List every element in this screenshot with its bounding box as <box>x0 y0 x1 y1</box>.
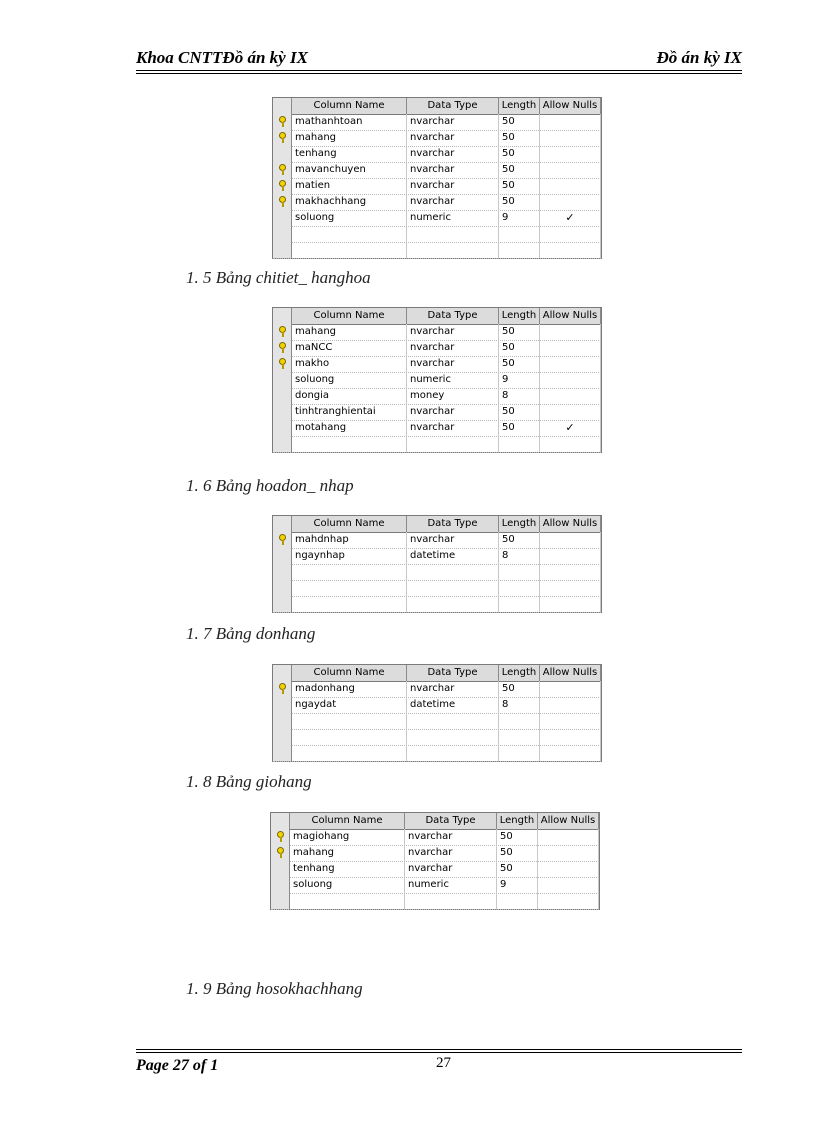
allow-nulls-cell <box>540 404 601 420</box>
row-selector <box>273 194 292 210</box>
table-header-row <box>273 308 601 325</box>
table-row <box>273 340 601 357</box>
empty-cell <box>540 580 601 596</box>
schema-table <box>270 812 600 910</box>
table-row <box>273 178 601 195</box>
table-row <box>271 845 599 862</box>
empty-cell <box>407 729 499 745</box>
row-selector <box>273 178 292 194</box>
row-selector <box>273 242 292 258</box>
section-heading: 1. 5 Bảng chitiet_ hanghoa <box>186 268 371 287</box>
length-cell: 50 <box>497 845 538 861</box>
row-selector <box>273 697 292 713</box>
empty-cell <box>499 436 540 452</box>
length-header: Length <box>499 516 540 532</box>
table-row <box>273 194 601 211</box>
empty-cell <box>499 713 540 729</box>
empty-cell <box>538 893 599 909</box>
section-heading: 1. 9 Bảng hosokhachhang <box>186 979 363 998</box>
header-left: Khoa CNTTĐồ án kỳ IX <box>136 48 308 67</box>
empty-cell <box>292 745 407 761</box>
table-row <box>273 324 601 341</box>
row-selector <box>273 436 292 452</box>
row-selector <box>273 404 292 420</box>
row-selector <box>271 893 290 909</box>
empty-cell <box>540 242 601 258</box>
empty-cell <box>407 580 499 596</box>
table-row <box>271 877 599 894</box>
column-name-header: Column Name <box>292 516 407 532</box>
length-cell: 9 <box>497 877 538 893</box>
allow-nulls-header: Allow Nulls <box>540 308 601 324</box>
empty-cell <box>540 436 601 452</box>
table-row <box>273 697 601 714</box>
empty-cell <box>407 226 499 242</box>
allow-nulls-header: Allow Nulls <box>538 813 599 829</box>
row-selector <box>273 745 292 761</box>
row-selector <box>273 681 292 697</box>
column-name-cell: matien <box>292 178 407 194</box>
table-row <box>271 829 599 846</box>
primary-key-icon <box>279 164 286 175</box>
empty-cell <box>407 713 499 729</box>
allow-nulls-cell <box>538 877 599 893</box>
empty-cell <box>407 564 499 580</box>
data-type-cell: nvarchar <box>405 845 497 861</box>
column-name-cell: makhachhang <box>292 194 407 210</box>
column-name-cell: soluong <box>292 210 407 226</box>
length-cell: 50 <box>499 130 540 146</box>
empty-cell <box>540 564 601 580</box>
data-type-cell: nvarchar <box>407 356 499 372</box>
allow-nulls-header: Allow Nulls <box>540 516 601 532</box>
column-name-header: Column Name <box>292 665 407 681</box>
column-name-cell: ngaydat <box>292 697 407 713</box>
allow-nulls-cell <box>540 178 601 194</box>
length-cell: 50 <box>499 194 540 210</box>
empty-row <box>273 745 601 762</box>
length-header: Length <box>499 665 540 681</box>
empty-cell <box>290 893 405 909</box>
data-type-header: Data Type <box>407 308 499 324</box>
empty-row <box>273 713 601 730</box>
empty-cell <box>499 242 540 258</box>
length-cell: 50 <box>499 532 540 548</box>
data-type-cell: datetime <box>407 548 499 564</box>
page-header <box>136 48 742 70</box>
length-header: Length <box>497 813 538 829</box>
schema-table <box>272 515 602 613</box>
empty-row <box>273 242 601 259</box>
length-cell: 50 <box>499 114 540 130</box>
row-selector <box>271 861 290 877</box>
empty-cell <box>540 226 601 242</box>
primary-key-icon <box>279 132 286 143</box>
empty-row <box>273 580 601 597</box>
data-type-cell: numeric <box>407 372 499 388</box>
row-selector <box>273 356 292 372</box>
page-footer <box>136 1057 742 1077</box>
row-selector <box>273 729 292 745</box>
table-row <box>273 681 601 698</box>
empty-cell <box>407 242 499 258</box>
length-cell: 50 <box>499 340 540 356</box>
primary-key-icon <box>279 180 286 191</box>
empty-row <box>273 226 601 243</box>
allow-nulls-header: Allow Nulls <box>540 665 601 681</box>
column-name-cell: mavanchuyen <box>292 162 407 178</box>
column-name-cell: tinhtranghientai <box>292 404 407 420</box>
section-heading: 1. 8 Bảng giohang <box>186 772 312 791</box>
length-header: Length <box>499 308 540 324</box>
empty-cell <box>499 745 540 761</box>
column-name-cell: maNCC <box>292 340 407 356</box>
length-cell: 50 <box>499 420 540 436</box>
row-selector <box>271 845 290 861</box>
data-type-cell: nvarchar <box>407 420 499 436</box>
column-name-cell: motahang <box>292 420 407 436</box>
data-type-cell: nvarchar <box>407 340 499 356</box>
allow-nulls-cell <box>540 194 601 210</box>
primary-key-icon <box>279 683 286 694</box>
header-rule-second <box>136 73 742 74</box>
column-name-cell: magiohang <box>290 829 405 845</box>
column-name-cell: mathanhtoan <box>292 114 407 130</box>
column-name-header: Column Name <box>292 98 407 114</box>
footer-page-label: Page 27 of 1 <box>136 1057 219 1074</box>
row-selector <box>273 713 292 729</box>
empty-cell <box>292 580 407 596</box>
empty-row <box>273 564 601 581</box>
primary-key-icon <box>277 847 284 858</box>
allow-nulls-cell <box>540 681 601 697</box>
row-selector <box>273 162 292 178</box>
empty-row <box>273 436 601 453</box>
column-name-cell: madonhang <box>292 681 407 697</box>
primary-key-icon <box>279 116 286 127</box>
column-name-cell: ngaynhap <box>292 548 407 564</box>
primary-key-icon <box>279 342 286 353</box>
empty-cell <box>292 564 407 580</box>
schema-table <box>272 664 602 762</box>
column-name-cell: mahang <box>292 324 407 340</box>
column-name-cell: mahdnhap <box>292 532 407 548</box>
primary-key-icon <box>277 831 284 842</box>
allow-nulls-cell <box>540 532 601 548</box>
allow-nulls-cell: ✓ <box>540 210 601 226</box>
column-name-cell: mahang <box>292 130 407 146</box>
data-type-cell: nvarchar <box>407 178 499 194</box>
length-cell: 9 <box>499 210 540 226</box>
data-type-cell: nvarchar <box>405 861 497 877</box>
column-name-cell: makho <box>292 356 407 372</box>
length-cell: 8 <box>499 548 540 564</box>
empty-cell <box>292 242 407 258</box>
table-row <box>273 114 601 131</box>
empty-row <box>273 729 601 746</box>
empty-cell <box>497 893 538 909</box>
empty-cell <box>407 436 499 452</box>
empty-cell <box>540 729 601 745</box>
empty-cell <box>540 713 601 729</box>
data-type-header: Data Type <box>407 98 499 114</box>
row-selector <box>273 372 292 388</box>
header-right: Đồ án kỳ IX <box>656 48 742 67</box>
allow-nulls-cell <box>538 845 599 861</box>
data-type-cell: nvarchar <box>407 114 499 130</box>
row-selector <box>273 420 292 436</box>
column-name-cell: soluong <box>290 877 405 893</box>
table-header-row <box>271 813 599 830</box>
empty-cell <box>405 893 497 909</box>
length-cell: 50 <box>499 324 540 340</box>
column-name-cell: tenhang <box>290 861 405 877</box>
column-name-header: Column Name <box>290 813 405 829</box>
row-selector <box>273 324 292 340</box>
allow-nulls-cell <box>540 340 601 356</box>
row-selector <box>273 580 292 596</box>
data-type-header: Data Type <box>405 813 497 829</box>
row-selector <box>273 596 292 612</box>
table-row <box>273 372 601 389</box>
empty-cell <box>292 226 407 242</box>
empty-cell <box>292 713 407 729</box>
length-cell: 50 <box>499 146 540 162</box>
data-type-header: Data Type <box>407 516 499 532</box>
row-selector <box>273 532 292 548</box>
footer-page-number: 27 <box>436 1055 451 1071</box>
table-row <box>273 420 601 437</box>
table-header-row <box>273 98 601 115</box>
row-selector <box>273 130 292 146</box>
data-type-header: Data Type <box>407 665 499 681</box>
row-selector <box>273 226 292 242</box>
allow-nulls-cell <box>538 829 599 845</box>
allow-nulls-cell <box>540 114 601 130</box>
row-selector <box>273 388 292 404</box>
row-selector-header <box>271 813 290 829</box>
table-row <box>273 130 601 147</box>
data-type-cell: nvarchar <box>405 829 497 845</box>
table-row <box>273 548 601 565</box>
section-heading: 1. 6 Bảng hoadon_ nhap <box>186 476 354 495</box>
empty-cell <box>292 596 407 612</box>
row-selector <box>273 564 292 580</box>
row-selector-header <box>273 665 292 681</box>
allow-nulls-cell <box>540 356 601 372</box>
length-cell: 8 <box>499 697 540 713</box>
length-cell: 50 <box>499 681 540 697</box>
data-type-cell: datetime <box>407 697 499 713</box>
primary-key-icon <box>279 358 286 369</box>
table-row <box>273 388 601 405</box>
row-selector <box>273 548 292 564</box>
column-name-cell: tenhang <box>292 146 407 162</box>
empty-cell <box>407 596 499 612</box>
row-selector-header <box>273 98 292 114</box>
empty-row <box>273 596 601 613</box>
row-selector <box>273 340 292 356</box>
data-type-cell: nvarchar <box>407 130 499 146</box>
table-row <box>273 162 601 179</box>
data-type-cell: nvarchar <box>407 532 499 548</box>
row-selector <box>271 829 290 845</box>
length-cell: 50 <box>499 178 540 194</box>
row-selector <box>273 114 292 130</box>
allow-nulls-cell <box>540 146 601 162</box>
data-type-cell: numeric <box>407 210 499 226</box>
primary-key-icon <box>279 534 286 545</box>
column-name-header: Column Name <box>292 308 407 324</box>
section-heading: 1. 7 Bảng donhang <box>186 624 316 643</box>
empty-cell <box>407 745 499 761</box>
empty-cell <box>540 596 601 612</box>
empty-cell <box>292 729 407 745</box>
empty-cell <box>499 580 540 596</box>
allow-nulls-cell <box>540 324 601 340</box>
row-selector <box>273 146 292 162</box>
footer-rule <box>136 1049 742 1050</box>
allow-nulls-cell <box>540 372 601 388</box>
length-header: Length <box>499 98 540 114</box>
empty-cell <box>292 436 407 452</box>
data-type-cell: numeric <box>405 877 497 893</box>
table-row <box>271 861 599 878</box>
column-name-cell: mahang <box>290 845 405 861</box>
column-name-cell: soluong <box>292 372 407 388</box>
length-cell: 50 <box>499 356 540 372</box>
allow-nulls-cell <box>540 130 601 146</box>
table-row <box>273 404 601 421</box>
table-row <box>273 356 601 373</box>
empty-cell <box>540 745 601 761</box>
table-row <box>273 146 601 163</box>
empty-cell <box>499 226 540 242</box>
data-type-cell: nvarchar <box>407 194 499 210</box>
data-type-cell: nvarchar <box>407 146 499 162</box>
table-header-row <box>273 665 601 682</box>
allow-nulls-cell <box>540 162 601 178</box>
row-selector-header <box>273 308 292 324</box>
primary-key-icon <box>279 326 286 337</box>
row-selector <box>273 210 292 226</box>
table-row <box>273 210 601 227</box>
empty-cell <box>499 596 540 612</box>
length-cell: 8 <box>499 388 540 404</box>
allow-nulls-cell: ✓ <box>540 420 601 436</box>
length-cell: 50 <box>497 861 538 877</box>
empty-cell <box>499 729 540 745</box>
primary-key-icon <box>279 196 286 207</box>
row-selector <box>271 877 290 893</box>
data-type-cell: nvarchar <box>407 404 499 420</box>
length-cell: 50 <box>497 829 538 845</box>
table-row <box>273 532 601 549</box>
data-type-cell: nvarchar <box>407 324 499 340</box>
header-rule <box>136 70 742 71</box>
data-type-cell: money <box>407 388 499 404</box>
row-selector-header <box>273 516 292 532</box>
schema-table <box>272 307 602 453</box>
data-type-cell: nvarchar <box>407 681 499 697</box>
length-cell: 9 <box>499 372 540 388</box>
allow-nulls-header: Allow Nulls <box>540 98 601 114</box>
length-cell: 50 <box>499 404 540 420</box>
empty-row <box>271 893 599 910</box>
footer-rule-second <box>136 1052 742 1053</box>
length-cell: 50 <box>499 162 540 178</box>
data-type-cell: nvarchar <box>407 162 499 178</box>
empty-cell <box>499 564 540 580</box>
allow-nulls-cell <box>540 388 601 404</box>
schema-table <box>272 97 602 259</box>
allow-nulls-cell <box>538 861 599 877</box>
column-name-cell: dongia <box>292 388 407 404</box>
table-header-row <box>273 516 601 533</box>
allow-nulls-cell <box>540 548 601 564</box>
allow-nulls-cell <box>540 697 601 713</box>
